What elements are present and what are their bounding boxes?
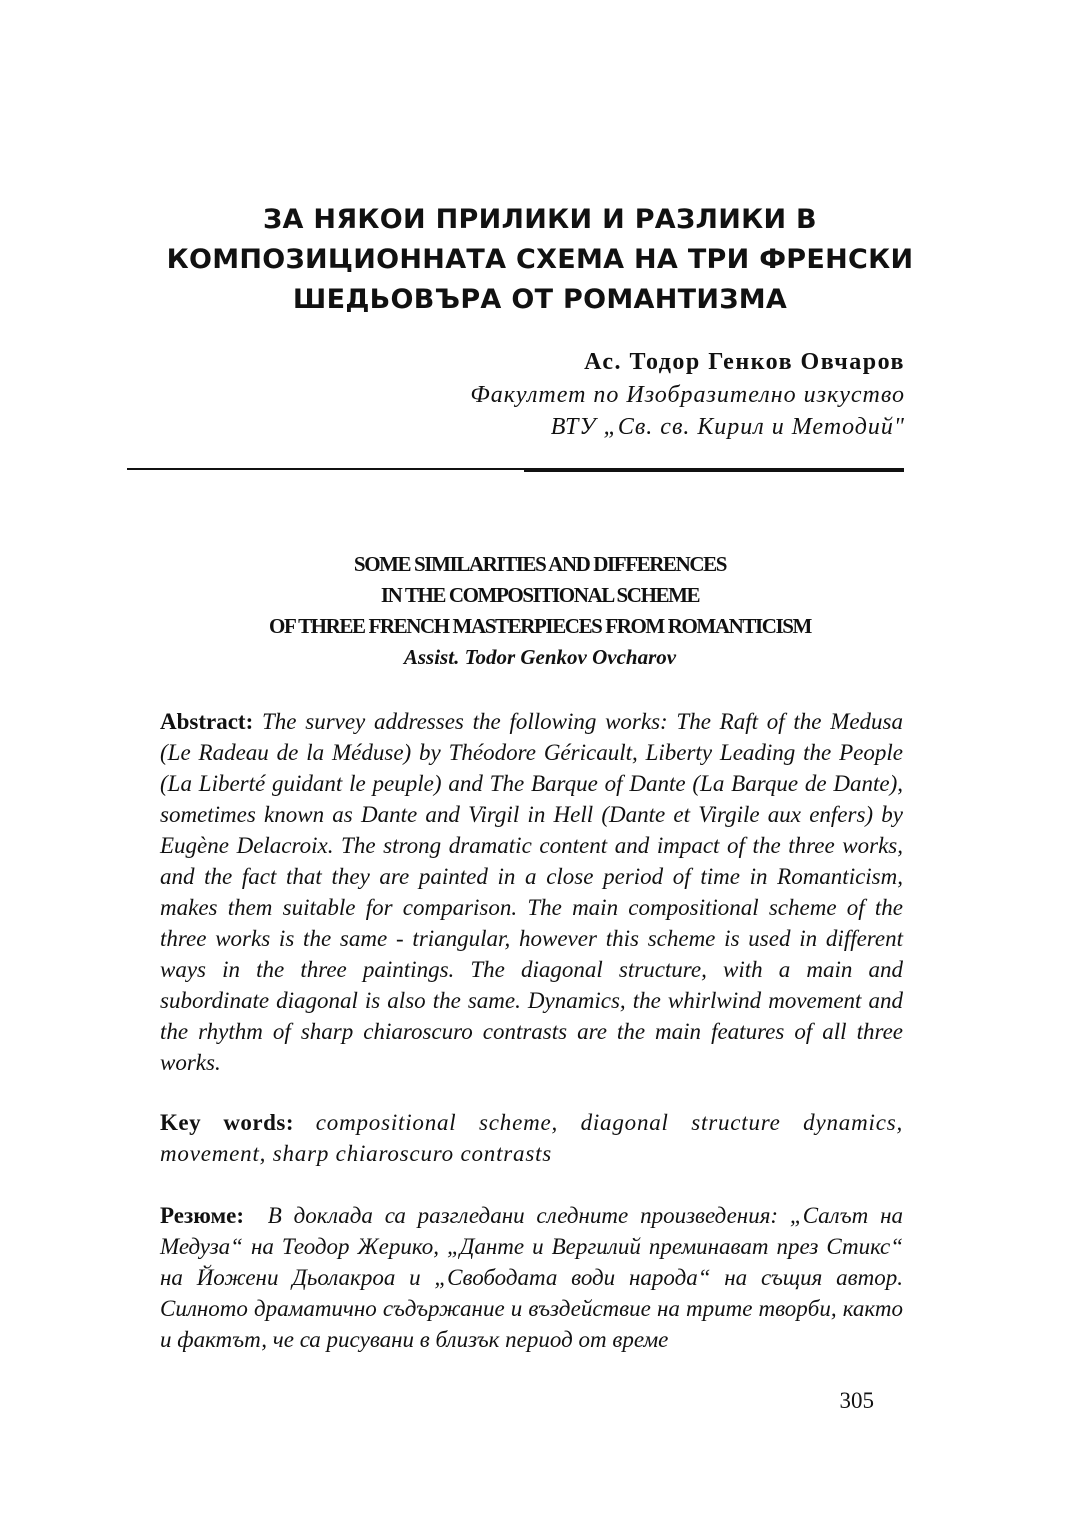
header-divider — [127, 468, 904, 470]
title-en-line-1: SOME SIMILARITIES AND DIFFERENCES — [353, 552, 727, 576]
title-bg-line-2: КОМПОЗИЦИОННАТА СХЕМА НА ТРИ ФРЕНСКИ — [166, 244, 914, 275]
author-faculty: Факултет по Изобразително изкуство — [470, 382, 905, 408]
author-university: ВТУ „Св. св. Кирил и Методий" — [550, 414, 905, 440]
title-bulgarian — [100, 200, 980, 320]
title-en-line-2: IN THE COMPOSITIONAL SCHEME — [380, 583, 700, 607]
resume-label: Резюме: — [160, 1203, 245, 1228]
abstract-text: The survey addresses the following works: The Raft of the Medusa (Le Radeau de la Méduse) by Théodore Géricault, Liberty Leading the People (La Liberté guidant le peuple) and The Barque of Dante (La Barque de Dante), sometimes known as Dante and Virgil in Hell (Dante et Virgile aux enfers) by Eugène Delacroix. The strong dramatic content and impact of the three works, and the fact that they are painted in a close period of time in Romanticism, makes them suitable for comparison. The main compositional scheme of the three works is the same - triangular, however this scheme is used in different ways in the three paintings. The diagonal structure, with a main and subordinate diagonal is also the same. Dynamics, the whirlwind movement and the rhythm of sharp chiaroscuro contrasts are the main features of all three works. — [160, 709, 904, 1075]
abstract-paragraph — [160, 706, 903, 1078]
keywords-paragraph — [160, 1107, 903, 1169]
author-name: Ас. Тодор Генков Овчаров — [584, 349, 905, 375]
abstract-label: Abstract: — [160, 709, 254, 734]
author-name-english: Assist. Todor Genkov Ovcharov — [403, 645, 677, 669]
title-bg-line-3: ШЕДЬОВЪРА ОТ РОМАНТИЗМА — [292, 284, 788, 315]
title-english — [120, 549, 960, 673]
title-bg-line-1: ЗА НЯКОИ ПРИЛИКИ И РАЗЛИКИ В — [263, 204, 817, 235]
page-number: 305 — [839, 1388, 874, 1413]
keywords-label: Key words: — [160, 1110, 295, 1135]
resume-text: В доклада са разгледани следните произведения: „Салът на Медуза“ на Теодор Жерико, „Данте и Вергилий преминават през Стикс“ на Йожени Дьолакроа и „Свободата води народа“ на същия автор. Силното драматично съдържание и въздействие на трите творби, както и фактът, че са рисувани в близък период от време — [160, 1203, 904, 1352]
author-block — [130, 345, 905, 443]
keywords-text: compositional scheme, diagonal structure dynamics, movement, sharp chiaroscuro contrasts — [160, 1110, 903, 1166]
resume-paragraph — [160, 1200, 903, 1355]
title-en-line-3: OF THREE FRENCH MASTERPIECES FROM ROMANTICISM — [269, 614, 811, 638]
